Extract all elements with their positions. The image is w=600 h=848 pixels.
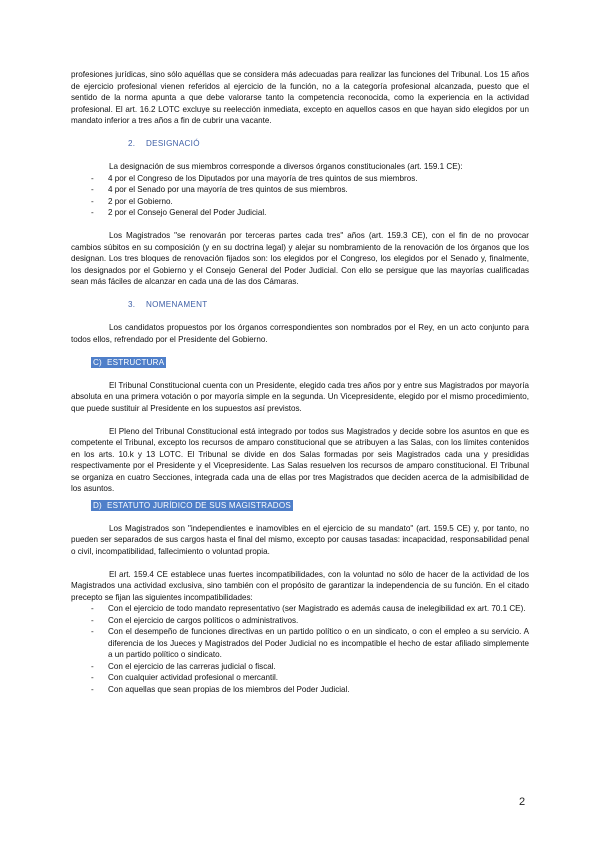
list-item: - Con el ejercicio de cargos políticos o administrativos.	[71, 615, 529, 627]
page-number: 2	[519, 796, 526, 808]
section-title: DESIGNACIÓ	[146, 139, 200, 148]
list-item: - Con cualquier actividad profesional o mercantil.	[71, 672, 529, 684]
list-item: - 2 por el Gobierno.	[71, 196, 529, 208]
paragraph-designacion: La designación de sus miembros corresponde a diversos órganos constitucionales (art. 159.1 CE):	[109, 162, 463, 171]
section-number: 3.	[128, 300, 136, 309]
list-item: - 4 por el Senado por una mayoría de tres quintos de sus miembros.	[71, 184, 529, 196]
list-item: - Con aquellas que sean propias de los miembros del Poder Judicial.	[71, 684, 529, 696]
section-title: ESTRUCTURA	[107, 357, 165, 367]
section-letter: C)	[93, 357, 102, 367]
section-title: ESTATUTO JURÍDICO DE SUS MAGISTRADOS	[107, 500, 291, 510]
document-page	[71, 69, 529, 695]
list-item: - Con el ejercicio de todo mandato representativo (ser Magistrado es además causa de inelegibilidad ex art. 70.1 CE).	[71, 603, 529, 615]
paragraph-estatuto-2: El art. 159.4 CE establece unas fuertes incompatibilidades, con la voluntad no sólo de hacer de la actividad de los Magistrados una actividad exclusiva, sino también con el propósito de garantizar la independencia de su función. En el citado precepto se fijan las siguientes incompatibilidades:	[71, 569, 529, 602]
paragraph-estatuto-1: Los Magistrados son "independientes e inamovibles en el ejercicio de su mandato" (art. 159.5 CE) y, por tanto, no pueden ser separados de sus cargos hasta el final del mismo, excepto por causas tasadas: incapacidad, responsabilidad penal o civil, incompatibilidad, fallecimiento o voluntad propia.	[71, 523, 529, 556]
paragraph-nombramiento: Los candidatos propuestos por los órganos correspondientes son nombrados por el Rey, en un acto conjunto para todos ellos, refrendado por el Presidente del Gobierno.	[71, 323, 529, 344]
section-letter: D)	[93, 500, 102, 510]
paragraph-estructura-2: El Pleno del Tribunal Constitucional está integrado por todos sus Magistrados y decide sobre los asuntos en que es competente el Tribunal, excepto los recursos de amparo constitucional que se atribuyen a las Salas, con los límites contenidos en los arts. 10.k y 13 LOTC. El Tribunal se divide en dos Salas formadas por seis Magistrados cada una y presididas respectivamente por el Presidente y el Vicepresidente. Las Salas resuelven los recursos de amparo constitucional. El Tribunal se organiza en cuatro Secciones, integrada cada una de ellas por tres Magistrados que deciden acerca de la admisibilidad de los asuntos.	[71, 426, 529, 493]
paragraph-estructura-1: El Tribunal Constitucional cuenta con un Presidente, elegido cada tres años por y entre sus Magistrados por mayoría absoluta en una primera votación o por mayoría simple en la segunda. Un Vicepresidente, elegido por el mismo procedimiento, que puede sustituir al Presidente en los supuestos así previstos.	[71, 380, 529, 413]
list-item: - 4 por el Congreso de los Diputados por una mayoría de tres quintos de sus miembros.	[71, 173, 529, 185]
section-title: NOMENAMENT	[146, 300, 208, 309]
paragraph-intro: profesiones jurídicas, sino sólo aquéllas que se considera más adecuadas para realizar las funciones del Tribunal. Los 15 años de ejercicio profesional vienen referidos al ejercicio de la función, no a la categoría profesional alcanzada, puesto que el sentido de la norma apunta a que debe valorarse tanto la competencia reconocida, como la experiencia en la actividad profesional. El art. 16.2 LOTC excluye su reelección inmediata, excepto en aquellos casos en que hayan sido elegidos por un mandato inferior a tres años a fin de cubrir una vacante.	[71, 70, 529, 125]
section-heading-designacion	[128, 138, 529, 150]
designacion-list	[71, 173, 529, 219]
paragraph-renovacion: Los Magistrados "se renovarán por terceras partes cada tres" años (art. 159.3 CE), con el fin de no provocar cambios súbitos en su composición (y en su doctrina legal) y alejar su nombramiento de la renovación de los órganos que los designan. Los tres bloques de renovación fijados son: los elegidos por el Congreso, los elegidos por el Senado y, finalmente, los designados por el Gobierno y el Consejo General del Poder Judicial. Con ello se persigue que las mayorías cualificadas sean más fáciles de alcanzar en cada una de las dos Cámaras.	[71, 231, 529, 286]
list-item: - Con el desempeño de funciones directivas en un partido político o en un sindicato, o con el empleo a su servicio. A diferencia de los Jueces y Magistrados del Poder Judicial no es incompatible el hecho de estar afiliado simplemente a un partido político o sindicato.	[71, 626, 529, 661]
list-item: - 2 por el Consejo General del Poder Judicial.	[71, 207, 529, 219]
incompatibilidades-list	[71, 603, 529, 695]
list-item: - Con el ejercicio de las carreras judicial o fiscal.	[71, 661, 529, 673]
section-heading-estatuto	[91, 500, 293, 512]
section-number: 2.	[128, 139, 136, 148]
section-heading-estructura	[91, 357, 166, 369]
section-heading-nomenament	[128, 299, 529, 311]
